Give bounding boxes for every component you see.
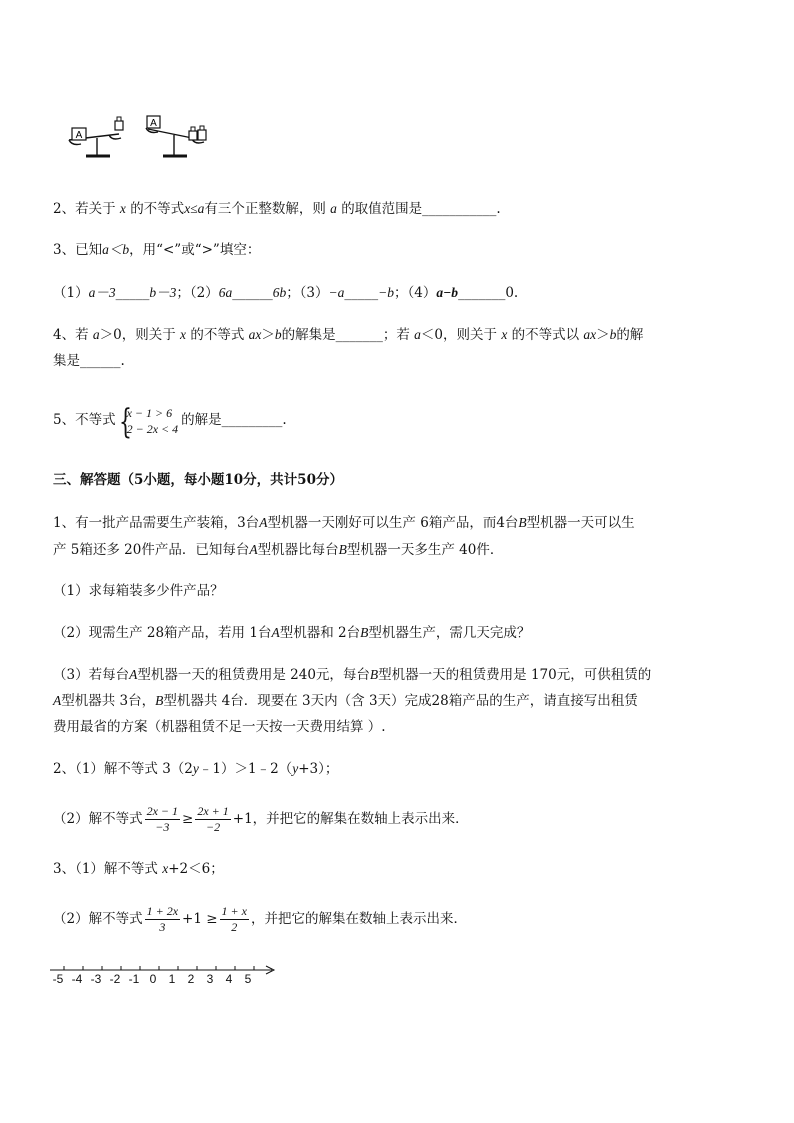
problem-1-sub-3-line-2: A型机器共 3台，B型机器共 4台．现要在 3天内（含 3天）完成28箱产品的生产，请直接写出租赁: [53, 693, 638, 709]
number-line-label: 1: [168, 972, 176, 986]
fraction-2: $\frac{2x + 1}{-2}$: [197, 804, 229, 834]
problem-3-part-1: 3、（1）解不等式 x+2＜6；: [53, 861, 224, 877]
number-line-label: -1: [128, 972, 140, 986]
question-5: 5、不等式 { x − 1 > 6 2 − 2x < 4 的解是_________.: [53, 401, 287, 442]
number-line-label: -3: [90, 972, 102, 986]
number-line-label: 3: [206, 972, 214, 986]
problem-1-sub-1: （1）求每箱装多少件产品？: [53, 583, 224, 599]
problem-1-sub-3-line-1: （3）若每台A型机器一天的租赁费用是 240元，每台B型机器一天的租赁费用是 170元，可供租赁的: [53, 667, 652, 683]
number-line-label: 5: [244, 972, 252, 986]
section-3-heading: 三、解答题（5小题，每小题10分，共计50分）: [53, 472, 343, 488]
problem-2-part-2: （2）解不等式 $\frac{2x - 1}{-3}$ ≥ $\frac{2x + 1}{-2}$ +1，并把它的解集在数轴上表示出来．: [53, 804, 469, 834]
number-line-label: -5: [52, 972, 64, 986]
number-line-label: -4: [71, 972, 83, 986]
balance-scales-illustration: [64, 112, 224, 168]
fraction-1: $\frac{2x - 1}{-3}$: [146, 804, 179, 834]
svg-text:A: A: [150, 118, 157, 129]
problem-1-line-1: 1、有一批产品需要生产装箱，3台A型机器一天刚好可以生产 6箱产品，而4台B型机器一天可以生: [53, 515, 635, 531]
inequality-system: { x − 1 > 6 2 − 2x < 4: [118, 401, 179, 442]
svg-text:A: A: [75, 130, 83, 141]
number-line-label: 4: [225, 972, 233, 986]
question-3-parts: （1）a－3_____b－3；（2）6a______6b；（3）−a_____−b；（4）a−b_______0.: [53, 285, 519, 301]
number-line-label: 0: [149, 972, 157, 986]
problem-1-sub-2: （2）现需生产 28箱产品，若用 1台A型机器和 2台B型机器生产，需几天完成？: [53, 625, 531, 641]
problem-3-part-2: （2）解不等式 $\frac{1 + 2x}{3}$ +1 ≥ $\frac{1 + x}{2}$ ，并把它的解集在数轴上表示出来．: [53, 904, 467, 934]
problem-1-sub-3-line-3: 费用最省的方案（机器租赁不足一天按一天费用结算 ）.: [53, 719, 386, 735]
number-line-label: -2: [109, 972, 121, 986]
question-4-line-1: 4、若 a＞0，则关于 x 的不等式 ax＞b的解集是_______；若 a＜0，则关于 x 的不等式以 ax＞b的解: [53, 327, 644, 343]
number-line-label: 2: [187, 972, 195, 986]
question-2: 2、若关于 x 的不等式x≤a有三个正整数解，则 a 的取值范围是___________.: [53, 201, 501, 217]
question-3-stem: 3、已知a＜b，用“<”或“>”填空：: [53, 242, 261, 258]
question-4-line-2: 集是______.: [53, 353, 125, 369]
fraction-3: $\frac{1 + 2x}{3}$: [146, 904, 179, 934]
problem-1-line-2: 产 5箱还多 20件产品．已知每台A型机器比每台B型机器一天多生产 40件．: [53, 542, 504, 558]
problem-2-part-1: 2、（1）解不等式 3（2y﹣1）＞1﹣2（y+3）；: [53, 761, 339, 777]
fraction-4: $\frac{1 + x}{2}$: [221, 904, 247, 934]
